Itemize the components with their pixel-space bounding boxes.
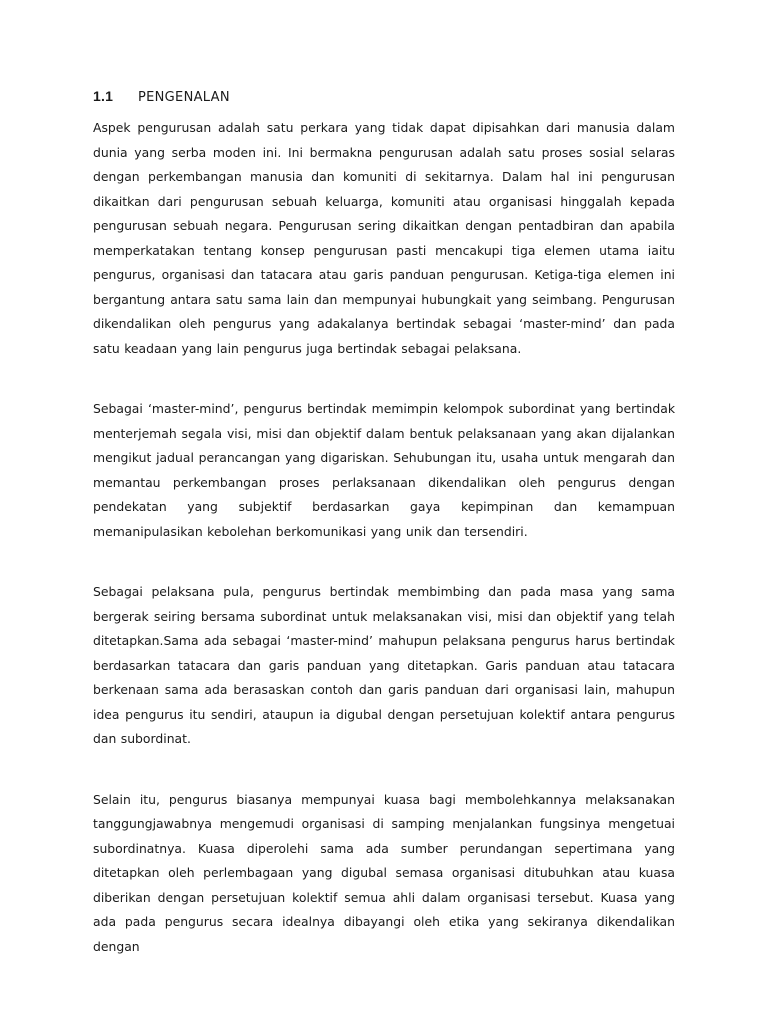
section-number: 1.1 — [93, 88, 114, 104]
section-title: PENGENALAN — [138, 90, 230, 105]
paragraph-3: Sebagai pelaksana pula, pengurus bertindak membimbing dan pada masa yang sama bergerak seiring bersama subordinat untuk melaksanakan visi, misi dan objektif yang telah ditetapkan.Sama ada sebagai ‘master-mind’ mahupun pelaksana pengurus harus bertindak berdasarkan tatacara dan garis panduan yang ditetapkan. Garis panduan atau tatacara berkenaan sama ada berasaskan contoh dan garis panduan dari organisasi lain, mahupun idea pengurus itu sendiri, ataupun ia digubal dengan persetujuan kolektif antara pengurus dan subordinat. — [93, 584, 675, 746]
paragraph-2: Sebagai ‘master-mind’, pengurus bertindak memimpin kelompok subordinat yang bertindak menterjemah segala visi, misi dan objektif dalam bentuk pelaksanaan yang akan dijalankan mengikut jadual perancangan yang digariskan. Sehubungan itu, usaha untuk mengarah dan memantau perkembangan proses perlaksanaan dikendalikan oleh pengurus dengan pendekatan yang subjektif berdasarkan gaya kepimpinan dan kemampuan memanipulasikan kebolehan berkomunikasi yang unik dan tersendiri. — [93, 401, 675, 539]
section-heading — [93, 84, 675, 108]
paragraph-1: Aspek pengurusan adalah satu perkara yang tidak dapat dipisahkan dari manusia dalam dunia yang serba moden ini. Ini bermakna pengurusan adalah satu proses sosial selaras dengan perkembangan manusia dan komuniti di sekitarnya. Dalam hal ini pengurusan dikaitkan dari pengurusan sebuah keluarga, komuniti atau organisasi hinggalah kepada pengurusan sebuah negara. Pengurusan sering dikaitkan dengan pentadbiran dan apabila memperkatakan tentang konsep pengurusan pasti mencakupi tiga elemen utama iaitu pengurus, organisasi dan tatacara atau garis panduan pengurusan. Ketiga-tiga elemen ini bergantung antara satu sama lain dan mempunyai hubungkait yang seimbang. Pengurusan dikendalikan oleh pengurus yang adakalanya bertindak sebagai ‘master-mind’ dan pada satu keadaan yang lain pengurus juga bertindak sebagai pelaksana. — [93, 120, 675, 356]
paragraph-4: Selain itu, pengurus biasanya mempunyai kuasa bagi membolehkannya melaksanakan tanggungjawabnya mengemudi organisasi di samping menjalankan fungsinya mengetuai subordinatnya. Kuasa diperolehi sama ada sumber perundangan sepertimana yang ditetapkan oleh perlembagaan yang digubal semasa organisasi ditubuhkan atau kuasa diberikan dengan persetujuan kolektif semua ahli dalam organisasi tersebut. Kuasa yang ada pada pengurus secara idealnya dibayangi oleh etika yang sekiranya dikendalikan dengan — [93, 791, 675, 954]
document-page — [93, 84, 675, 995]
